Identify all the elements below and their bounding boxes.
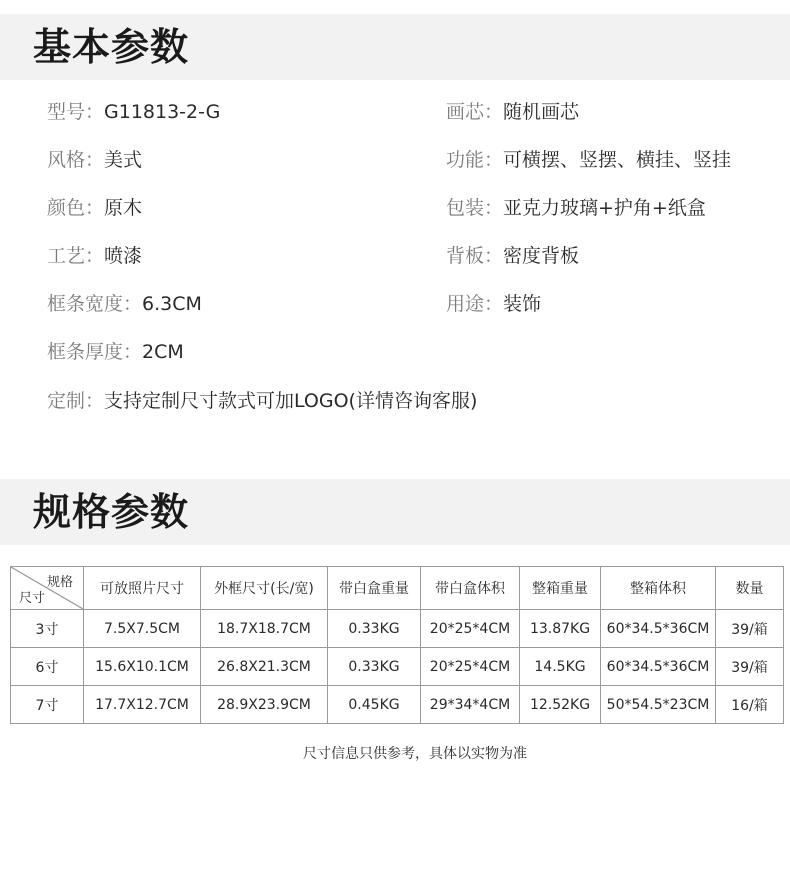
param-label: 框条厚度： [47,341,143,363]
column-header: 带白盒体积 [421,567,520,610]
param-value: 喷漆 [104,245,143,267]
table-cell: 16/箱 [716,686,784,724]
spec-table [10,566,784,724]
param-label: 风格： [47,149,105,171]
param-frame-thickness [47,340,184,364]
column-header: 整箱重量 [520,567,601,610]
corner-label-spec: 规格 [46,575,73,590]
param-value: G11813-2-G [104,101,221,123]
param-label: 用途： [446,293,504,315]
table-cell: 3寸 [11,610,84,648]
param-value: 美式 [104,149,143,171]
table-cell: 14.5KG [520,648,601,686]
column-header: 带白盒重量 [328,567,421,610]
param-label: 颜色： [47,197,105,219]
param-label: 包装： [446,197,504,219]
table-cell: 60*34.5*36CM [601,648,716,686]
column-header: 可放照片尺寸 [84,567,201,610]
param-backboard [446,244,579,268]
param-usage [446,292,541,316]
column-header: 数量 [716,567,784,610]
table-row [11,686,784,724]
param-style [47,148,142,172]
table-cell: 13.87KG [520,610,601,648]
table-corner-cell [11,567,84,610]
param-label: 型号： [47,101,105,123]
table-cell: 0.45KG [328,686,421,724]
basic-params-header [0,14,790,80]
param-value: 亚克力玻璃+护角+纸盒 [503,197,706,219]
table-cell: 29*34*4CM [421,686,520,724]
param-function [446,148,731,172]
table-cell: 50*54.5*23CM [601,686,716,724]
param-value: 密度背板 [503,245,580,267]
size-disclaimer: 尺寸信息只供参考，具体以实物为准 [303,746,527,762]
table-cell: 39/箱 [716,648,784,686]
param-craft [47,244,142,268]
table-cell: 20*25*4CM [421,648,520,686]
param-label: 背板： [446,245,504,267]
param-value: 装饰 [503,293,542,315]
param-color [47,196,142,220]
param-packaging [446,196,706,220]
param-value: 支持定制尺寸款式可加LOGO(详情咨询客服) [104,390,478,412]
table-cell: 18.7X18.7CM [201,610,328,648]
table-row [11,610,784,648]
table-cell: 17.7X12.7CM [84,686,201,724]
param-value: 原木 [104,197,143,219]
param-label: 定制： [47,390,105,412]
param-frame-width [47,292,202,316]
table-cell: 6寸 [11,648,84,686]
table-cell: 28.9X23.9CM [201,686,328,724]
param-customization [47,389,477,413]
table-cell: 0.33KG [328,610,421,648]
spec-params-title: 规格参数 [33,490,190,534]
table-cell: 20*25*4CM [421,610,520,648]
param-picture-core [446,100,579,124]
param-value: 随机画芯 [503,101,580,123]
param-value: 可横摆、竖摆、横挂、竖挂 [503,149,732,171]
table-cell: 0.33KG [328,648,421,686]
table-cell: 39/箱 [716,610,784,648]
basic-params-title: 基本参数 [33,25,190,69]
table-cell: 7寸 [11,686,84,724]
column-header: 整箱体积 [601,567,716,610]
param-label: 框条宽度： [47,293,143,315]
table-row [11,648,784,686]
table-cell: 7.5X7.5CM [84,610,201,648]
corner-label-size: 尺寸 [19,591,46,606]
param-value: 6.3CM [142,293,202,315]
param-label: 画芯： [446,101,504,123]
param-value: 2CM [142,341,184,363]
param-label: 工艺： [47,245,105,267]
table-cell: 15.6X10.1CM [84,648,201,686]
param-model [47,100,220,124]
table-cell: 60*34.5*36CM [601,610,716,648]
table-header-row [11,567,784,610]
table-cell: 26.8X21.3CM [201,648,328,686]
spec-params-header [0,479,790,545]
table-cell: 12.52KG [520,686,601,724]
param-label: 功能： [446,149,504,171]
column-header: 外框尺寸(长/宽) [201,567,328,610]
